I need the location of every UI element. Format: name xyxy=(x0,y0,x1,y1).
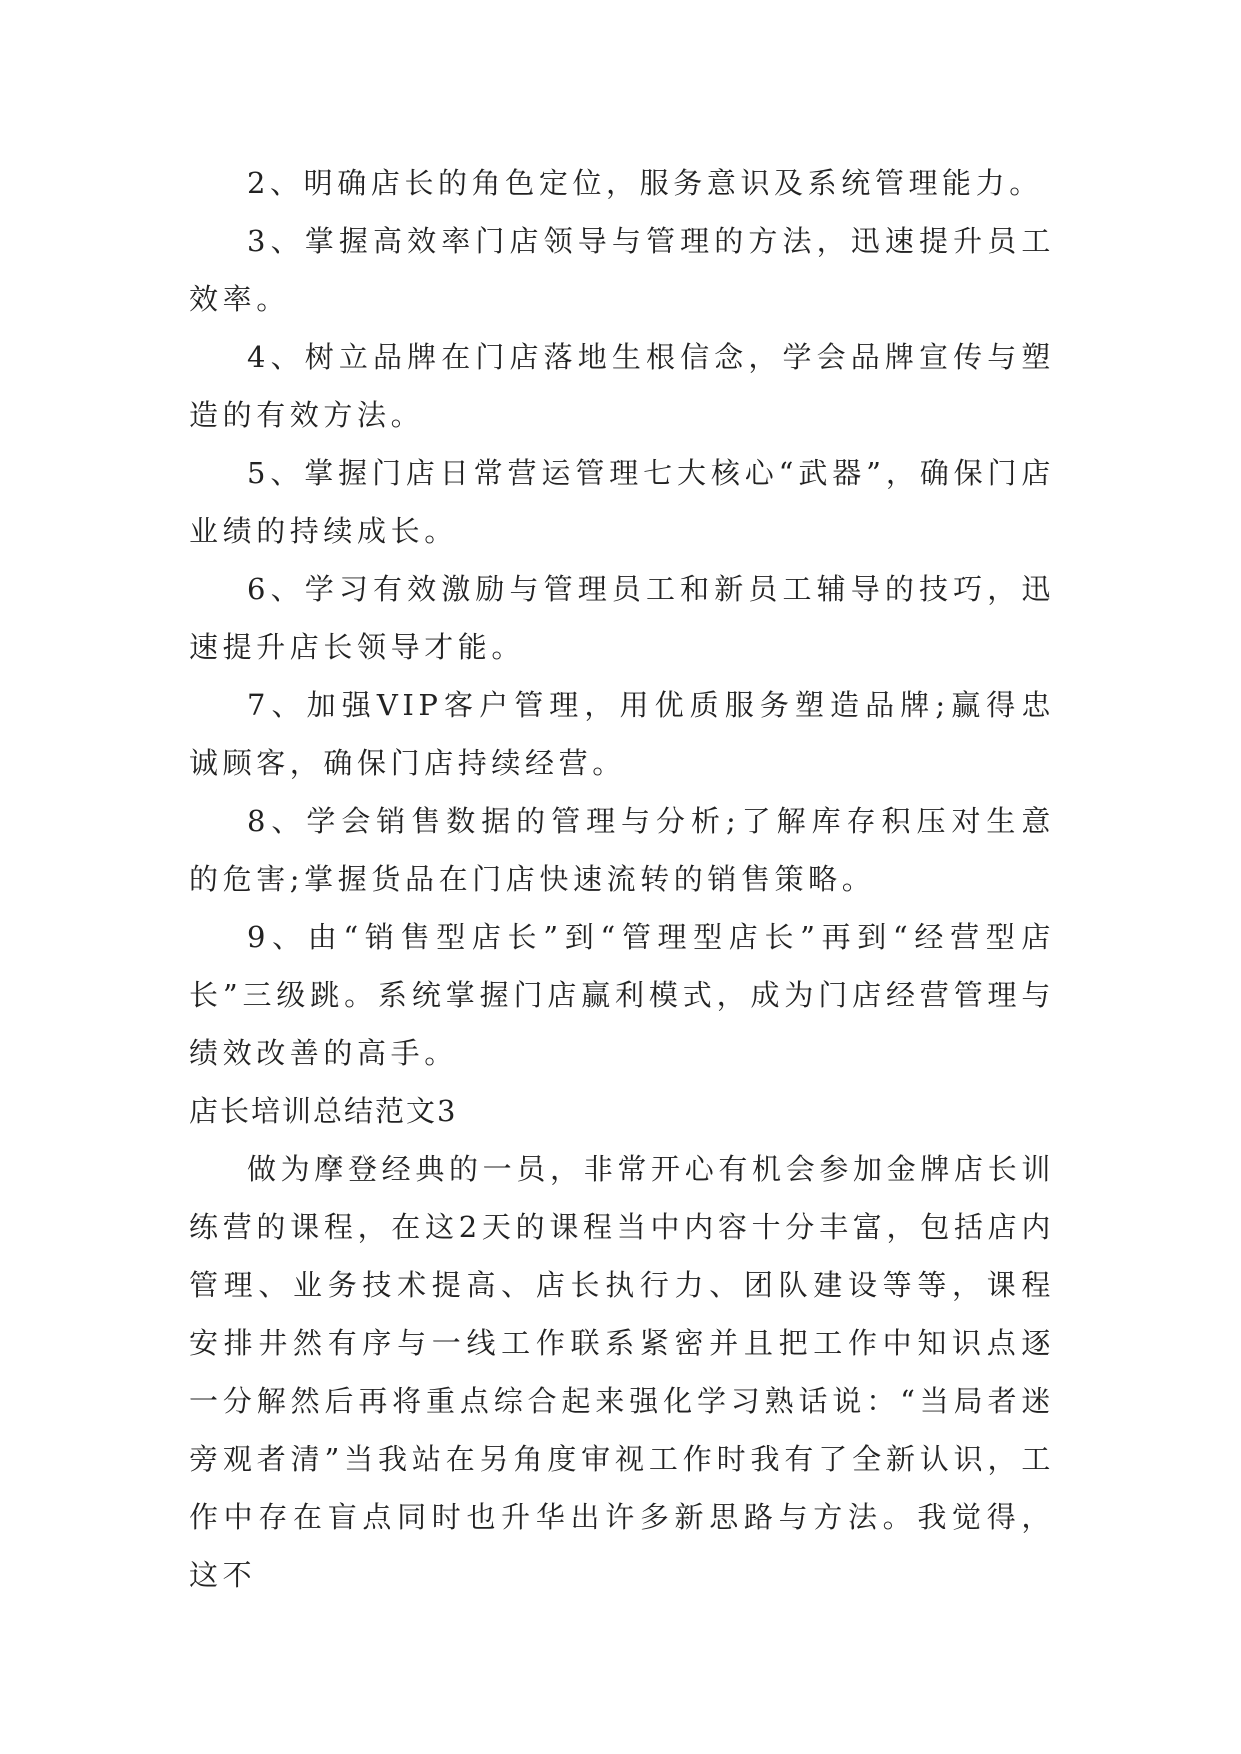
list-item: 3、掌握高效率门店领导与管理的方法，迅速提升员工效率。 xyxy=(189,224,1055,316)
list-item: 6、学习有效激励与管理员工和新员工辅导的技巧，迅速提升店长领导才能。 xyxy=(189,572,1055,664)
document-body xyxy=(189,154,1055,1604)
list-item: 4、树立品牌在门店落地生根信念，学会品牌宣传与塑造的有效方法。 xyxy=(189,340,1055,432)
list-item: 8、学会销售数据的管理与分析;了解库存积压对生意的危害;掌握货品在门店快速流转的销售策略。 xyxy=(189,804,1055,896)
list-item: 2、明确店长的角色定位，服务意识及系统管理能力。 xyxy=(247,166,1043,200)
list-item: 7、加强VIP客户管理，用优质服务塑造品牌;赢得忠诚顾客，确保门店持续经营。 xyxy=(189,688,1055,780)
section-title: 店长培训总结范文3 xyxy=(189,1094,458,1128)
list-item: 5、掌握门店日常营运管理七大核心“武器”，确保门店业绩的持续成长。 xyxy=(189,456,1055,548)
list-item: 9、由“销售型店长”到“管理型店长”再到“经营型店长”三级跳。系统掌握门店赢利模式，成为门店经营管理与绩效改善的高手。 xyxy=(189,920,1055,1070)
body-paragraph: 做为摩登经典的一员，非常开心有机会参加金牌店长训练营的课程，在这2天的课程当中内容十分丰富，包括店内管理、业务技术提高、店长执行力、团队建设等等，课程安排井然有序与一线工作联系紧密并且把工作中知识点逐一分解然后再将重点综合起来强化学习熟话说：“当局者迷旁观者清”当我站在另角度审视工作时我有了全新认识，工作中存在盲点同时也升华出许多新思路与方法。我觉得，这不 xyxy=(189,1152,1055,1592)
